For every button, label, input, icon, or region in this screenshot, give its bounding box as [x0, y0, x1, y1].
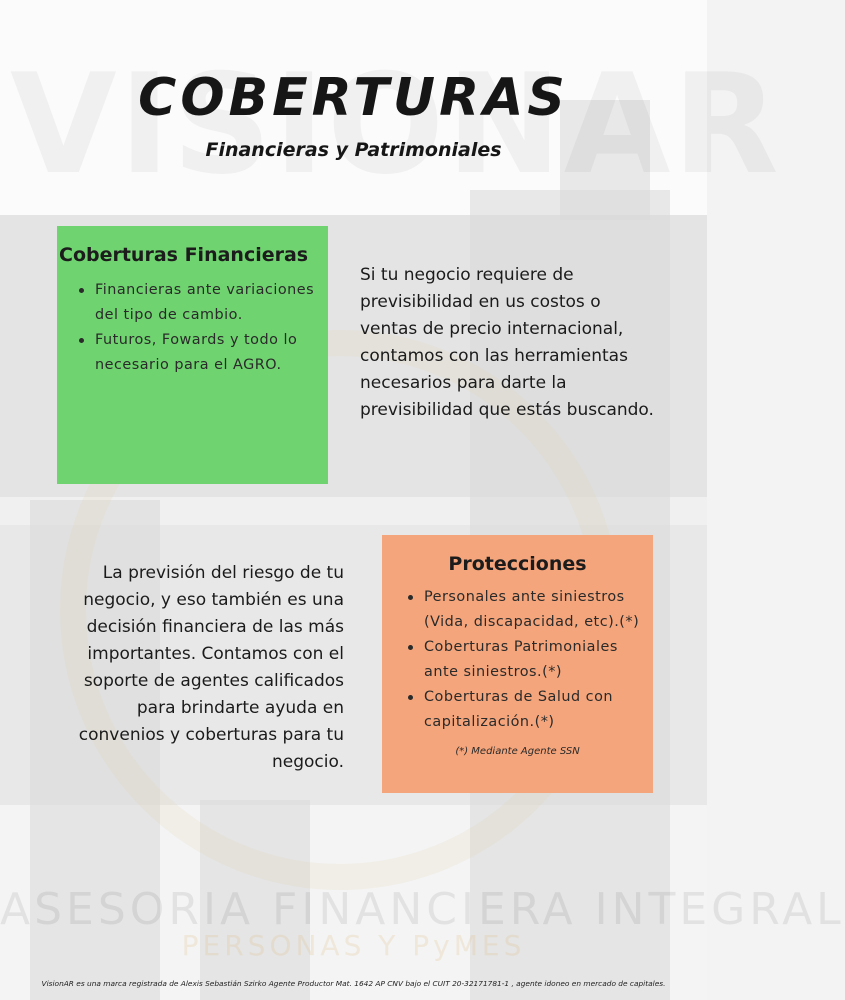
financial-coverage-title: Coberturas Financieras: [59, 244, 309, 266]
protections-footnote: (*) Mediante Agente SSN: [455, 746, 580, 757]
protection-description: La previsión del riesgo de tu negocio, y eso también es una decisión financiera de las más importantes. Contamos con el soporte de agentes calificados para brindarte ayuda en convenios y coberturas para tu negocio.: [78, 563, 344, 772]
protections-card: [382, 535, 653, 793]
financial-coverage-list: [57, 278, 328, 378]
list-item: Financieras ante variaciones del tipo de cambio.: [95, 278, 320, 328]
list-item: Personales ante siniestros (Vida, discapacidad, etc).(*): [424, 585, 645, 635]
watermark-tagline: ASESORIA FINANCIERA INTEGRAL: [0, 884, 845, 935]
list-item: Coberturas Patrimoniales ante siniestros.(*): [424, 635, 645, 685]
list-item: Futuros, Fowards y todo lo necesario para el AGRO.: [95, 328, 320, 378]
protections-title: Protecciones: [448, 553, 587, 575]
protections-list: [382, 585, 653, 735]
page-title: COBERTURAS: [138, 68, 569, 128]
list-item: Coberturas de Salud con capitalización.(*): [424, 685, 645, 735]
financial-coverage-description: Si tu negocio requiere de previsibilidad en us costos o ventas de precio internacional, contamos con las herramientas necesarios para darte la previsibilidad que estás buscando.: [360, 265, 654, 420]
page-subtitle: Financieras y Patrimoniales: [205, 139, 502, 161]
watermark-tagline-secondary: PERSONAS Y PyMES: [181, 929, 526, 962]
legal-footer: VisionAR es una marca registrada de Alexis Sebastián Szirko Agente Productor Mat. 1642 AP CNV bajo el CUIT 20-32171781-1 , agente idoneo en mercado de capitales.: [41, 979, 666, 988]
financial-coverage-card: [57, 226, 328, 484]
